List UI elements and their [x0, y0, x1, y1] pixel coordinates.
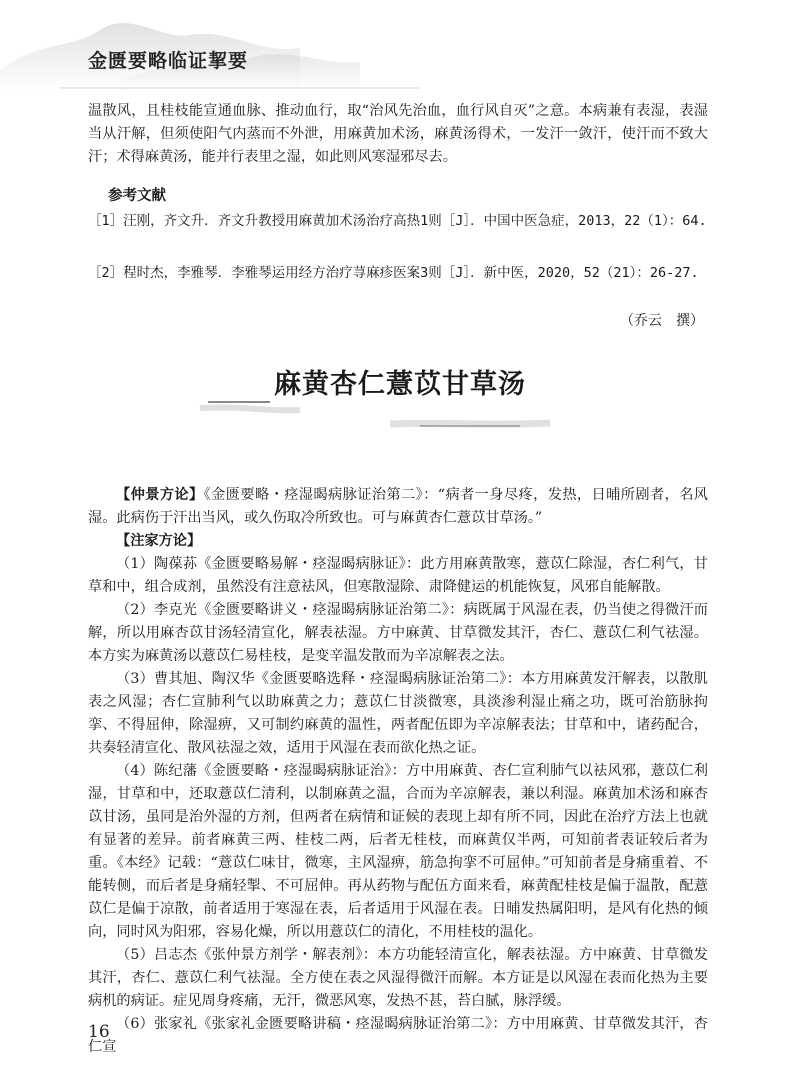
author-credit: （乔云 撰） [620, 313, 704, 329]
reference-text: ［2］程时杰，李雅琴．李雅琴运用经方治疗荨麻疹医案3则［J］．新中医，2020，52（21）：26-27. [88, 265, 699, 281]
zhongjing-paragraph [88, 484, 708, 530]
zhongjing-text: 《金匮要略・痉湿暍病脉证治第二》：“病者一身尽疼，发热，日晡所剧者，名风湿。此病伤于汗出当风，或久伤取冷所致也。可与麻黄杏仁薏苡甘草汤。” [88, 487, 708, 526]
zhongjing-label: 【仲景方论】 [116, 487, 204, 503]
section-title: 麻黄杏仁薏苡甘草汤 [274, 369, 526, 400]
header-band [0, 0, 800, 90]
ink-mountain-decoration [0, 0, 800, 90]
commentary-6: （6）张家礼《张家礼金匮要略讲稿・痉湿暍病脉证治第二》：方中用麻黄、甘草微发其汗，杏仁宣 [88, 1016, 708, 1055]
reference-item-1 [88, 210, 708, 233]
paragraph-text: 温散风，且桂枝能宣通血脉、推动血行，取“治风先治血，血行风自灭”之意。本病兼有表湿，表湿当从汗解，但须使阳气内蒸而不外泄，用麻黄加术汤，麻黄汤得术，一发汗一敛汗，使汗而不致大汗；术得麻黄汤，能并行表里之湿，如此则风寒湿邪尽去。 [88, 103, 708, 165]
reference-item-2 [88, 262, 708, 285]
commentary-3: （3）曹其旭、陶汉华《金匮要略选释・痉湿暍病脉证治第二》：本方用麻黄发汗解表，以散肌表之风湿；杏仁宣肺利气以助麻黄之力；薏苡仁甘淡微寒，具淡渗利湿止痛之功，既可治筋脉拘挛、不得屈伸，除湿痹，又可制约麻黄的温性，两者配伍即为辛凉解表法；甘草和中，诸药配合，共奏轻清宣化、散风祛湿之效，适用于风湿在表而欲化热之证。 [88, 671, 708, 756]
commentary-4: （4）陈纪藩《金匮要略・痉湿暍病脉证治》：方中用麻黄、杏仁宣利肺气以祛风邪，薏苡仁利湿，甘草和中，还取薏苡仁清利，以制麻黄之温，合而为辛凉解表，兼以利湿。麻黄加术汤和麻杏苡甘汤，虽同是治外湿的方剂，但两者在病情和证候的表现上却有所不同，因此在治疗方法上也就有显著的差异。前者麻黄三两、桂枝二两，后者无桂枝，而麻黄仅半两，可知前者表证较后者为重。《本经》记载：“薏苡仁味甘，微寒，主风湿痹，筋急拘挛不可屈伸。”可知前者是身痛重着、不能转侧，而后者是身痛轻掣、不可屈伸。再从药物与配伍方面来看，麻黄配桂枝是偏于温散，配薏苡仁是偏于凉散，前者适用于寒湿在表，后者适用于风湿在表。日晡发热属阳明，是风有化热的倾向，同时风为阳邪，容易化燥，所以用薏苡仁的清化，不用桂枝的温化。 [88, 763, 708, 940]
commentary-5: （5）吕志杰《张仲景方剂学・解表剂》：本方功能轻清宣化，解表祛湿。方中麻黄、甘草微发其汗，杏仁、薏苡仁利气祛湿。全方使在表之风湿得微汗而解。本方证是以风湿在表而化热为主要病机的病证。症见周身疼痛，无汗，微恶风寒，发热不甚，苔白腻，脉浮缓。 [88, 947, 708, 1009]
references-heading: 参考文献 [108, 188, 166, 204]
zhujia-heading [88, 530, 708, 553]
reference-text: ［1］汪刚，齐文升．齐文升教授用麻黄加术汤治疗高热1则［J］．中国中医急症，2013，22（1）：64. [88, 213, 707, 229]
continuation-paragraph [88, 100, 708, 169]
commentary-2: （2）李克光《金匮要略讲义・痉湿暍病脉证治第二》：病既属于风湿在表，仍当使之得微汗而解，所以用麻杏苡甘汤轻清宣化，解表祛湿。方中麻黄、甘草微发其汗，杏仁、薏苡仁利气祛湿。本方实为麻黄汤以薏苡仁易桂枝，是变辛温发散而为辛凉解表之法。 [88, 602, 708, 664]
running-title: 金匮要略临证挈要 [88, 50, 249, 72]
commentary-1: （1）陶葆荪《金匮要略易解・痉湿暍病脉证》：此方用麻黄散寒，薏苡仁除湿，杏仁利气，甘草和中，组合成剂，虽然没有注意祛风，但寒散湿除、肃降健运的机能恢复，风邪自能解散。 [88, 556, 708, 595]
main-body [88, 484, 708, 1059]
zhujia-label: 【注家方论】 [116, 533, 202, 549]
page-number: 16 [88, 1022, 110, 1042]
